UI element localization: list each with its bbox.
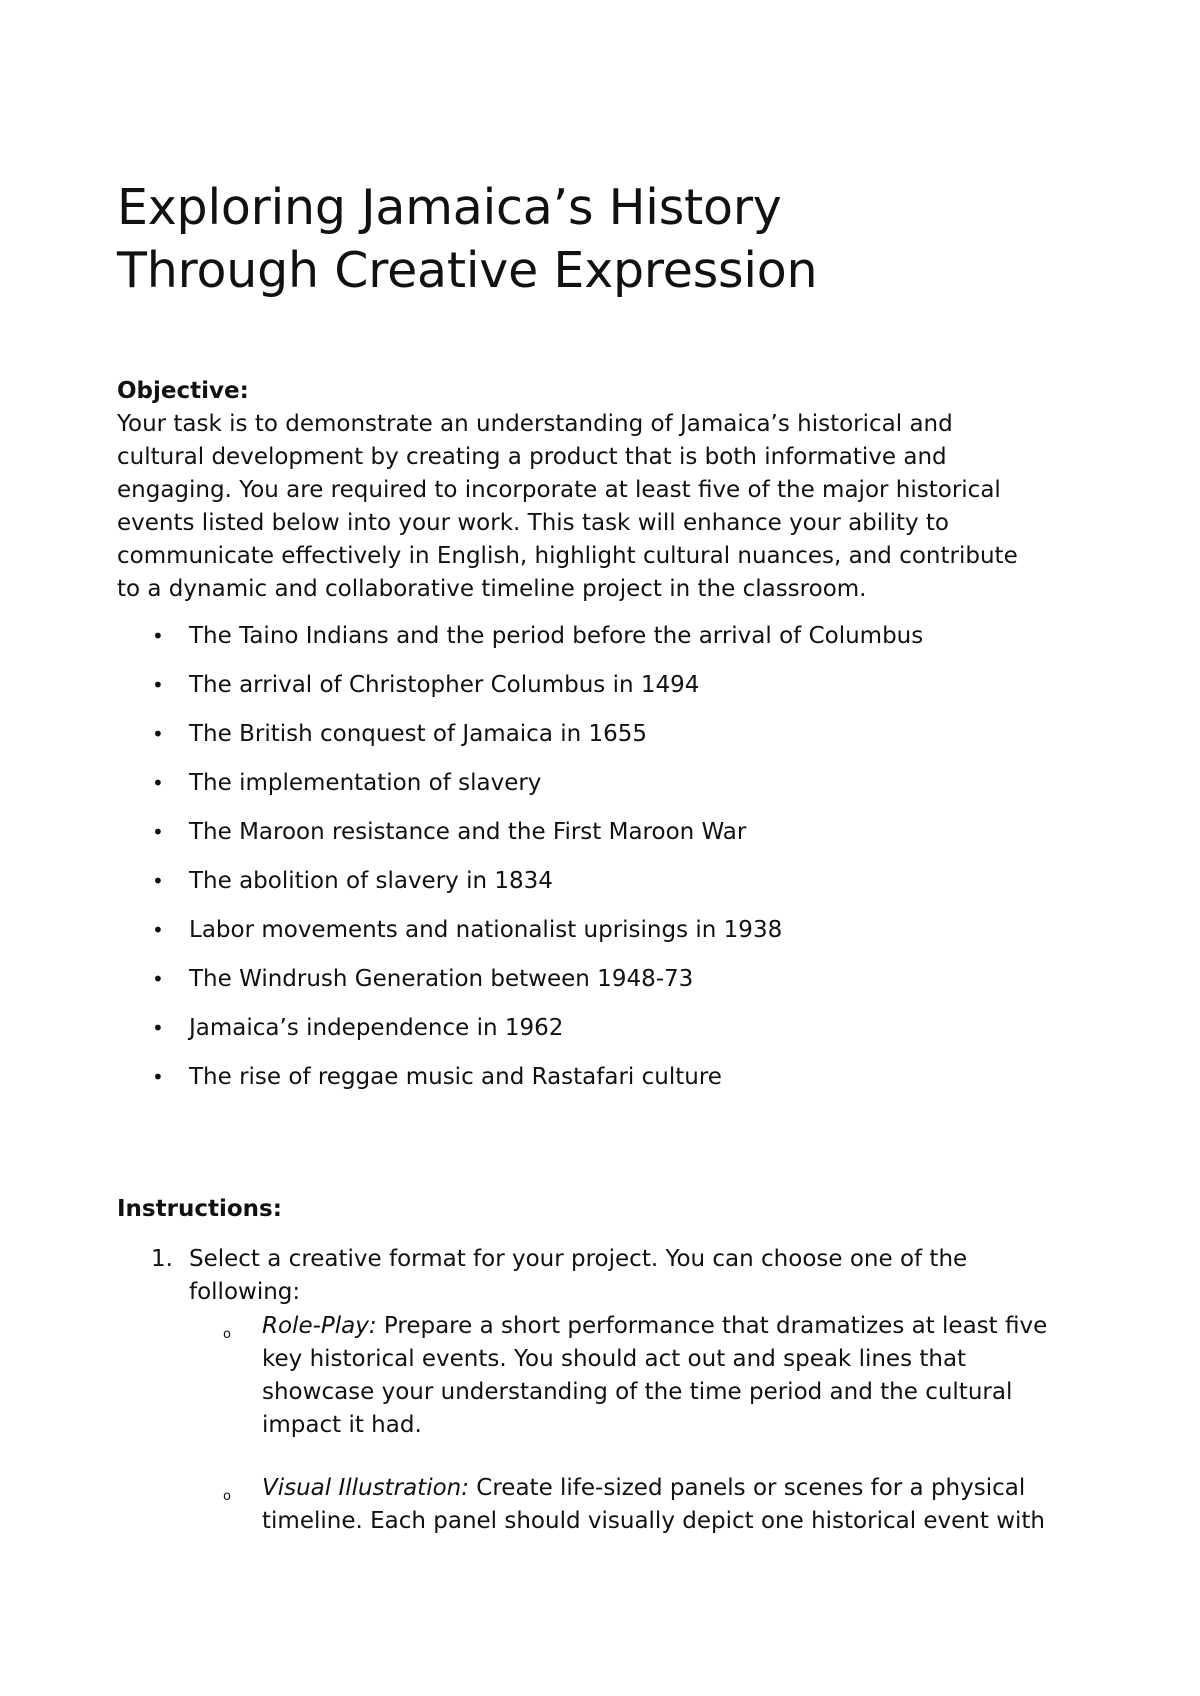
option-label: Visual Illustration: xyxy=(262,1475,469,1501)
objective-line: engaging. You are required to incorporate at least five of the major historical xyxy=(117,477,1001,503)
event-text: The rise of reggae music and Rastafari culture xyxy=(189,1064,722,1090)
list-item xyxy=(117,963,923,1012)
bullet-icon: • xyxy=(152,869,164,893)
option-label: Role-Play: xyxy=(262,1313,377,1339)
objective-paragraph xyxy=(117,408,1117,606)
objective-line: Your task is to demonstrate an understanding of Jamaica’s historical and xyxy=(117,411,953,437)
event-text: Jamaica’s independence in 1962 xyxy=(189,1015,564,1041)
objective-heading: Objective: xyxy=(117,378,249,404)
option-first-line xyxy=(262,1472,1112,1505)
bullet-icon: • xyxy=(152,722,164,746)
objective-line: cultural development by creating a product that is both informative and xyxy=(117,444,947,470)
event-text: The implementation of slavery xyxy=(189,770,542,796)
event-text: The arrival of Christopher Columbus in 1494 xyxy=(189,672,700,698)
event-text: The abolition of slavery in 1834 xyxy=(189,868,553,894)
option-line: timeline. Each panel should visually depict one historical event with xyxy=(262,1508,1046,1534)
list-item xyxy=(117,816,923,865)
step-text xyxy=(189,1243,1109,1309)
title-line-1: Exploring Jamaica’s History xyxy=(117,179,782,236)
option-first-line-rest: Prepare a short performance that dramatizes at least five xyxy=(376,1313,1048,1339)
list-item xyxy=(117,620,923,669)
bullet-icon: • xyxy=(152,820,164,844)
event-text: Labor movements and nationalist uprisings in 1938 xyxy=(189,917,783,943)
historical-events-list xyxy=(117,620,923,1110)
list-item xyxy=(117,767,923,816)
objective-line: events listed below into your work. This task will enhance your ability to xyxy=(117,510,949,536)
circle-bullet-icon: o xyxy=(223,1489,231,1504)
document-title xyxy=(117,176,1117,302)
bullet-icon: • xyxy=(152,1065,164,1089)
option-line: showcase your understanding of the time period and the cultural xyxy=(262,1379,1013,1405)
list-item xyxy=(117,1061,923,1110)
option-line: key historical events. You should act out and speak lines that xyxy=(262,1346,967,1372)
step-number: 1. xyxy=(151,1246,173,1272)
bullet-icon: • xyxy=(152,918,164,942)
objective-line: communicate effectively in English, highlight cultural nuances, and contribute xyxy=(117,543,1018,569)
bullet-icon: • xyxy=(152,1016,164,1040)
option-text xyxy=(262,1472,1112,1538)
event-text: The British conquest of Jamaica in 1655 xyxy=(189,721,648,747)
instructions-heading: Instructions: xyxy=(117,1196,282,1222)
step-line: following: xyxy=(189,1279,301,1305)
list-item xyxy=(117,865,923,914)
option-line: impact it had. xyxy=(262,1412,422,1438)
bullet-icon: • xyxy=(152,771,164,795)
bullet-icon: • xyxy=(152,624,164,648)
event-text: The Windrush Generation between 1948-73 xyxy=(189,966,694,992)
list-item xyxy=(117,914,923,963)
title-line-2: Through Creative Expression xyxy=(117,242,818,299)
step-line: Select a creative format for your project. You can choose one of the xyxy=(189,1246,968,1272)
option-first-line-rest: Create life-sized panels or scenes for a physical xyxy=(468,1475,1026,1501)
list-item xyxy=(117,669,923,718)
bullet-icon: • xyxy=(152,673,164,697)
circle-bullet-icon: o xyxy=(223,1327,231,1342)
option-text xyxy=(262,1310,1112,1442)
list-item xyxy=(117,1012,923,1061)
option-first-line xyxy=(262,1310,1112,1343)
objective-line: to a dynamic and collaborative timeline project in the classroom. xyxy=(117,576,867,602)
bullet-icon: • xyxy=(152,967,164,991)
event-text: The Taino Indians and the period before the arrival of Columbus xyxy=(189,623,924,649)
event-text: The Maroon resistance and the First Maroon War xyxy=(189,819,747,845)
list-item xyxy=(117,718,923,767)
